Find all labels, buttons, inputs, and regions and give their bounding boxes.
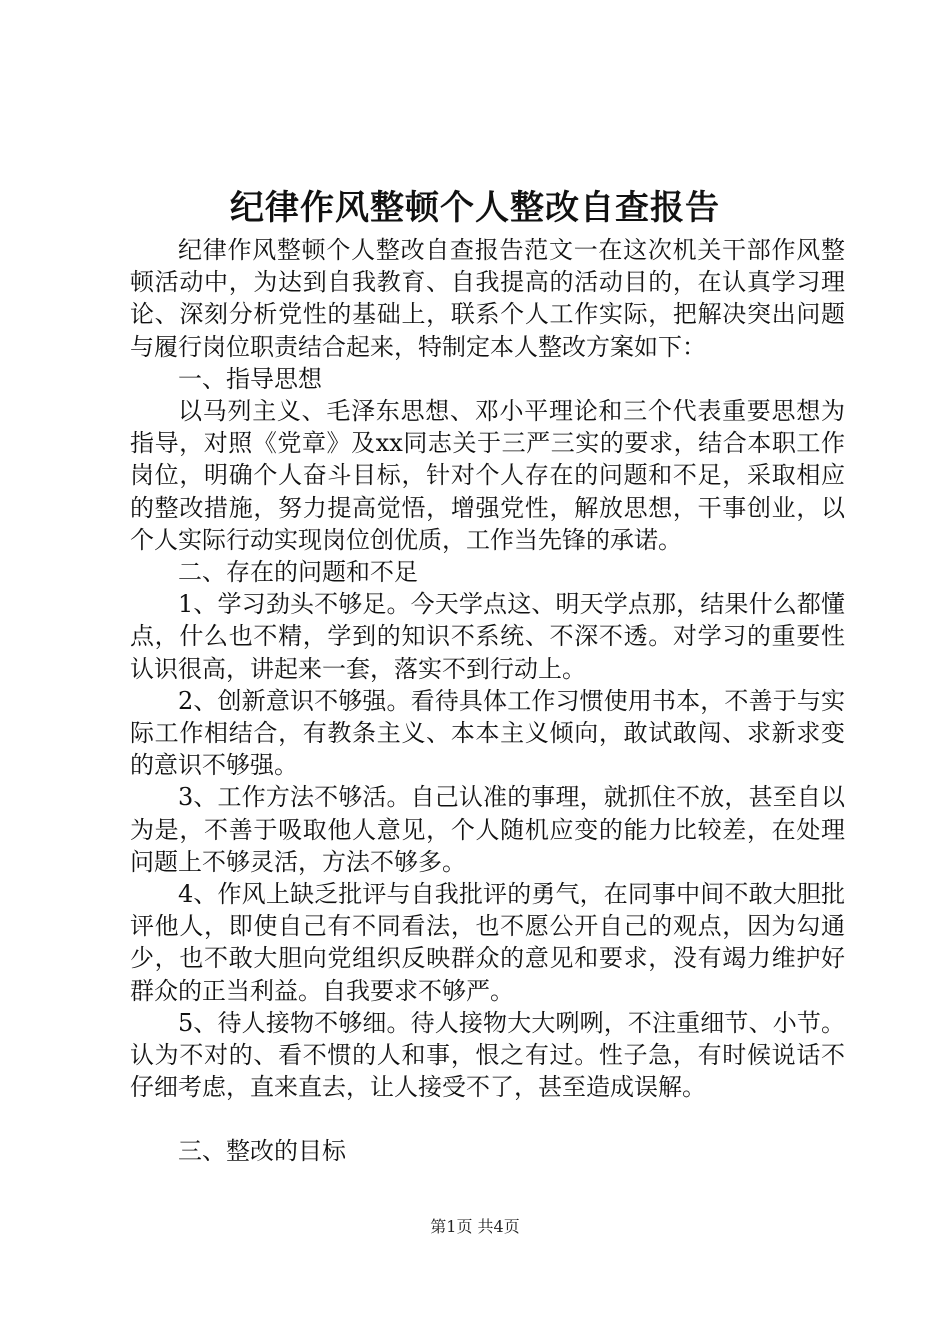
problem-item-4: 4、作风上缺乏批评与自我批评的勇气，在同事中间不敢大胆批评他人，即使自己有不同看法，也不愿公开自己的观点，因为勾通少，也不敢大胆向党组织反映群众的意见和要求，没有竭力维护好群众的正当利益。自我要求不够严。 bbox=[130, 880, 845, 1005]
problem-item-2: 2、创新意识不够强。看待具体工作习惯使用书本，不善于与实际工作相结合，有教条主义、本本主义倾向，敢试敢闯、求新求变的意识不够强。 bbox=[130, 686, 845, 780]
section-heading-guiding-thought: 一、指导思想 bbox=[178, 364, 322, 393]
page-indicator: 第1页 共4页 bbox=[430, 1217, 520, 1236]
document-body bbox=[130, 234, 845, 1168]
guiding-thought-paragraph: 以马列主义、毛泽东思想、邓小平理论和三个代表重要思想为指导，对照《党章》及xx同志关于三严三实的要求，结合本职工作岗位，明确个人奋斗目标，针对个人存在的问题和不足，采取相应的整改措施，努力提高觉悟，增强党性，解放思想，干事创业，以个人实际行动实现岗位创优质，工作当先锋的承诺。 bbox=[130, 397, 845, 554]
intro-paragraph: 纪律作风整顿个人整改自查报告范文一在这次机关干部作风整顿活动中，为达到自我教育、自我提高的活动目的，在认真学习理论、深刻分析党性的基础上，联系个人工作实际，把解决突出问题与履行岗位职责结合起来，特制定本人整改方案如下： bbox=[130, 236, 845, 361]
problem-item-3: 3、工作方法不够活。自己认准的事理，就抓住不放，甚至自以为是，不善于吸取他人意见，个人随机应变的能力比较差，在处理问题上不够灵活，方法不够多。 bbox=[130, 783, 845, 876]
document-title: 纪律作风整顿个人整改自查报告 bbox=[230, 188, 720, 228]
section-heading-problems: 二、存在的问题和不足 bbox=[178, 558, 418, 587]
problem-item-1: 1、学习劲头不够足。今天学点这、明天学点那，结果什么都懂点，什么也不精，学到的知识不系统、不深不透。对学习的重要性认识很高，讲起来一套，落实不到行动上。 bbox=[130, 590, 845, 683]
section-heading-goals: 三、整改的目标 bbox=[178, 1137, 346, 1166]
problem-item-5: 5、待人接物不够细。待人接物大大咧咧，不注重细节、小节。认为不对的、看不惯的人和事，恨之有过。性子急，有时候说话不仔细考虑，直来直去，让人接受不了，甚至造成误解。 bbox=[130, 1008, 845, 1102]
